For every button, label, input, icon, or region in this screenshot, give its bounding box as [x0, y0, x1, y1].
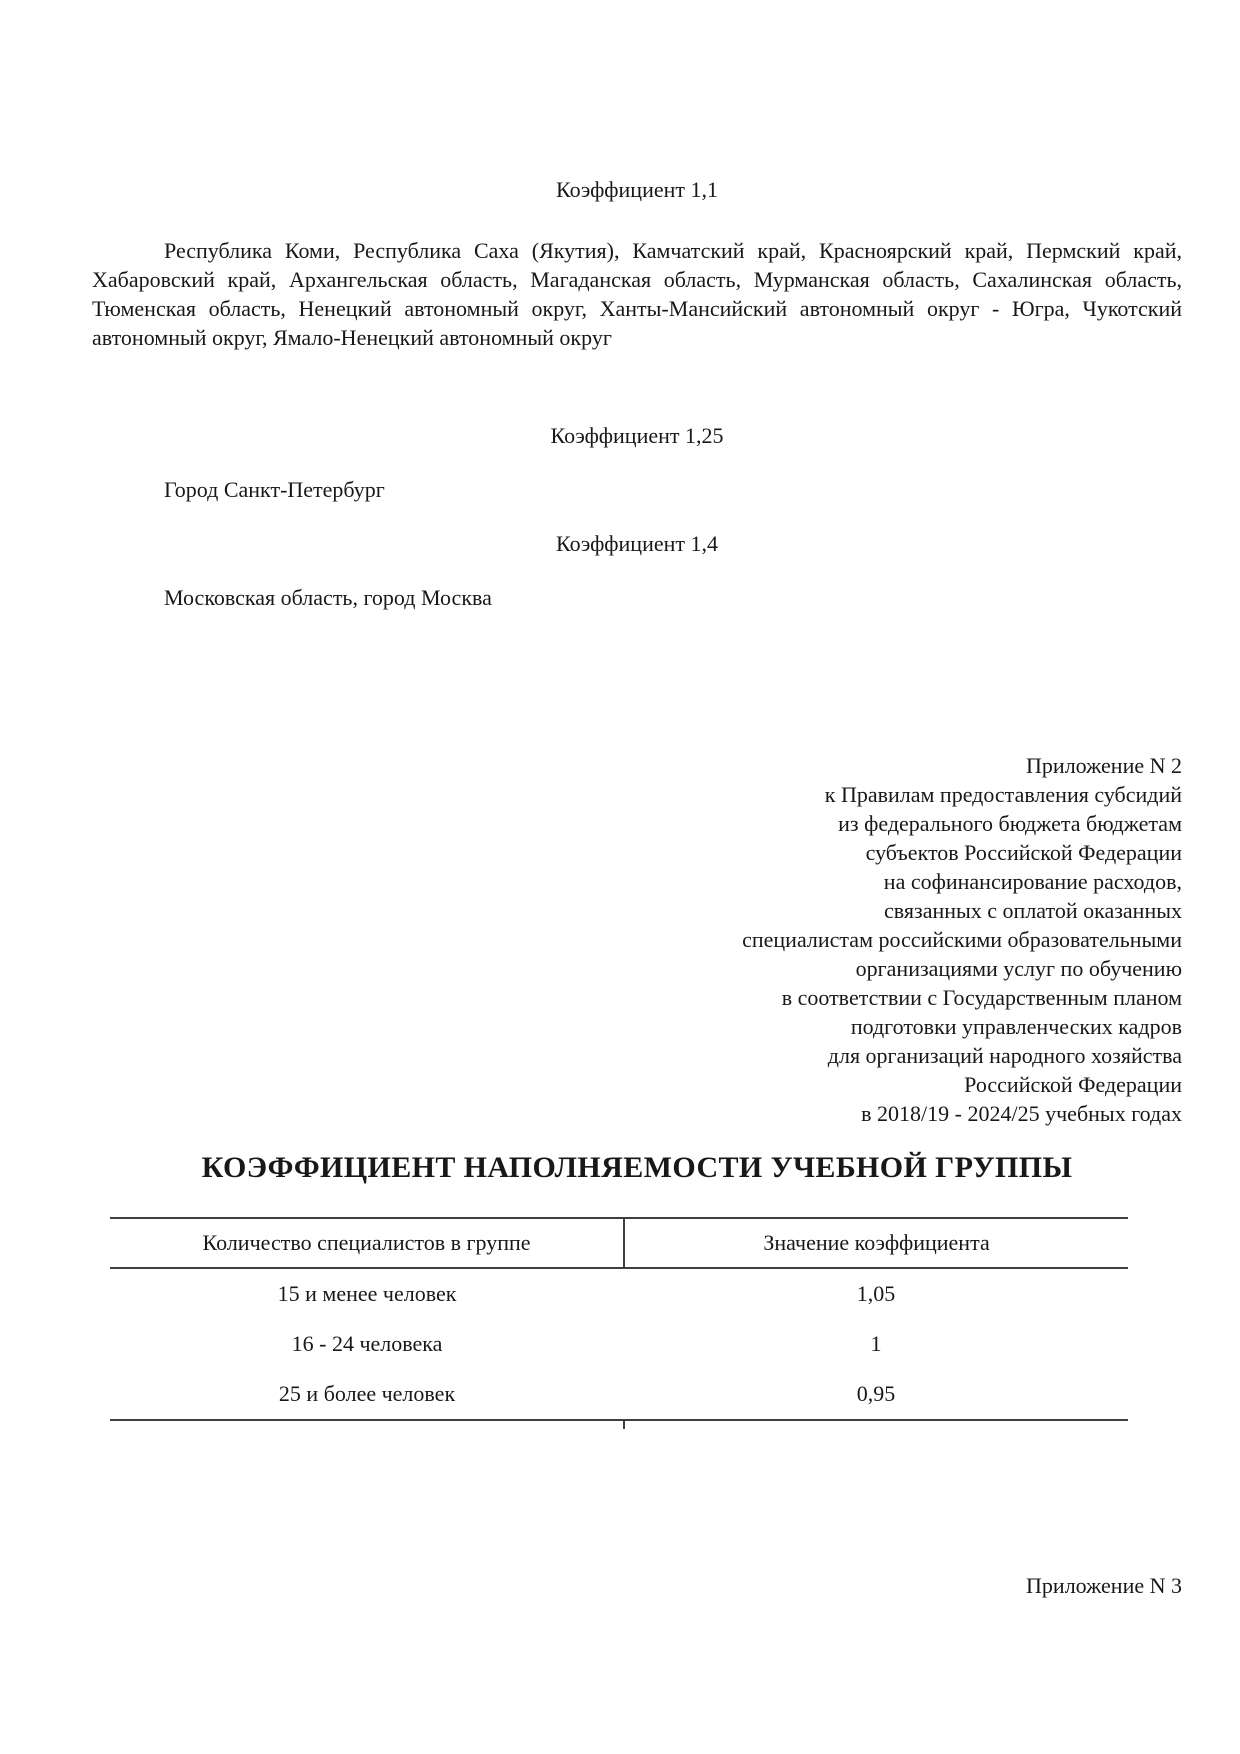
appendix-ref-line: из федерального бюджета бюджетам	[838, 811, 1182, 836]
appendix-ref-line: Российской Федерации	[964, 1072, 1182, 1097]
appendix-2-reference-block	[92, 751, 1182, 1128]
appendix-ref-line: на софинансирование расходов,	[883, 869, 1182, 894]
appendix-ref-line: субъектов Российской Федерации	[865, 840, 1182, 865]
table-row	[110, 1319, 1128, 1369]
appendix-ref-line: связанных с оплатой оказанных	[884, 898, 1182, 923]
coefficient-heading-1-1: Коэффициент 1,1	[555, 177, 718, 202]
appendix-3-reference: Приложение N 3	[1026, 1573, 1182, 1598]
table-cell-coefficient: 1	[870, 1331, 882, 1356]
table-cell-coefficient: 0,95	[856, 1381, 896, 1406]
section-title: КОЭФФИЦИЕНТ НАПОЛНЯЕМОСТИ УЧЕБНОЙ ГРУППЫ	[201, 1151, 1073, 1184]
table-cell-group-size: 16 - 24 человека	[291, 1331, 443, 1356]
appendix-ref-line: в 2018/19 - 2024/25 учебных годах	[861, 1101, 1182, 1126]
appendix-ref-line: Приложение N 2	[1026, 753, 1182, 778]
appendix-ref-line: для организаций народного хозяйства	[827, 1043, 1182, 1068]
table-row	[110, 1369, 1128, 1419]
appendix-ref-line: организациями услуг по обучению	[855, 956, 1182, 981]
table-header-coefficient-value: Значение коэффициента	[763, 1230, 990, 1255]
appendix-ref-line: в соответствии с Государственным планом	[781, 985, 1182, 1010]
coefficient-1-4-regions-paragraph: Московская область, город Москва	[164, 585, 492, 610]
table-header-specialists-count: Количество специалистов в группе	[110, 1219, 625, 1267]
table-cell-coefficient: 1,05	[856, 1281, 896, 1306]
table-cell-group-size: 15 и менее человек	[277, 1281, 457, 1306]
coefficient-heading-1-4: Коэффициент 1,4	[555, 531, 718, 556]
table-cell-group-size: 25 и более человек	[278, 1381, 456, 1406]
coefficient-1-25-regions-paragraph: Город Санкт-Петербург	[164, 477, 385, 502]
coefficient-table	[110, 1217, 1128, 1421]
coefficient-1-1-regions-paragraph: Республика Коми, Республика Саха (Якутия), Камчатский край, Красноярский край, Пермский край, Хабаровский край, Архангельская область, Магаданская область, Мурманская область, Сахалинская область, Тюменская область, Ненецкий автономный округ, Ханты-Мансийский автономный округ - Югра, Чукотский автономный округ, Ямало-Ненецкий автономный округ	[92, 238, 1182, 350]
appendix-ref-line: подготовки управленческих кадров	[850, 1014, 1182, 1039]
appendix-ref-line: специалистам российскими образовательными	[742, 927, 1182, 952]
appendix-ref-line: к Правилам предоставления субсидий	[824, 782, 1182, 807]
coefficient-heading-1-25: Коэффициент 1,25	[550, 423, 724, 448]
table-row	[110, 1269, 1128, 1319]
table-header-row	[110, 1219, 1128, 1269]
table-divider-tick	[623, 1419, 625, 1429]
